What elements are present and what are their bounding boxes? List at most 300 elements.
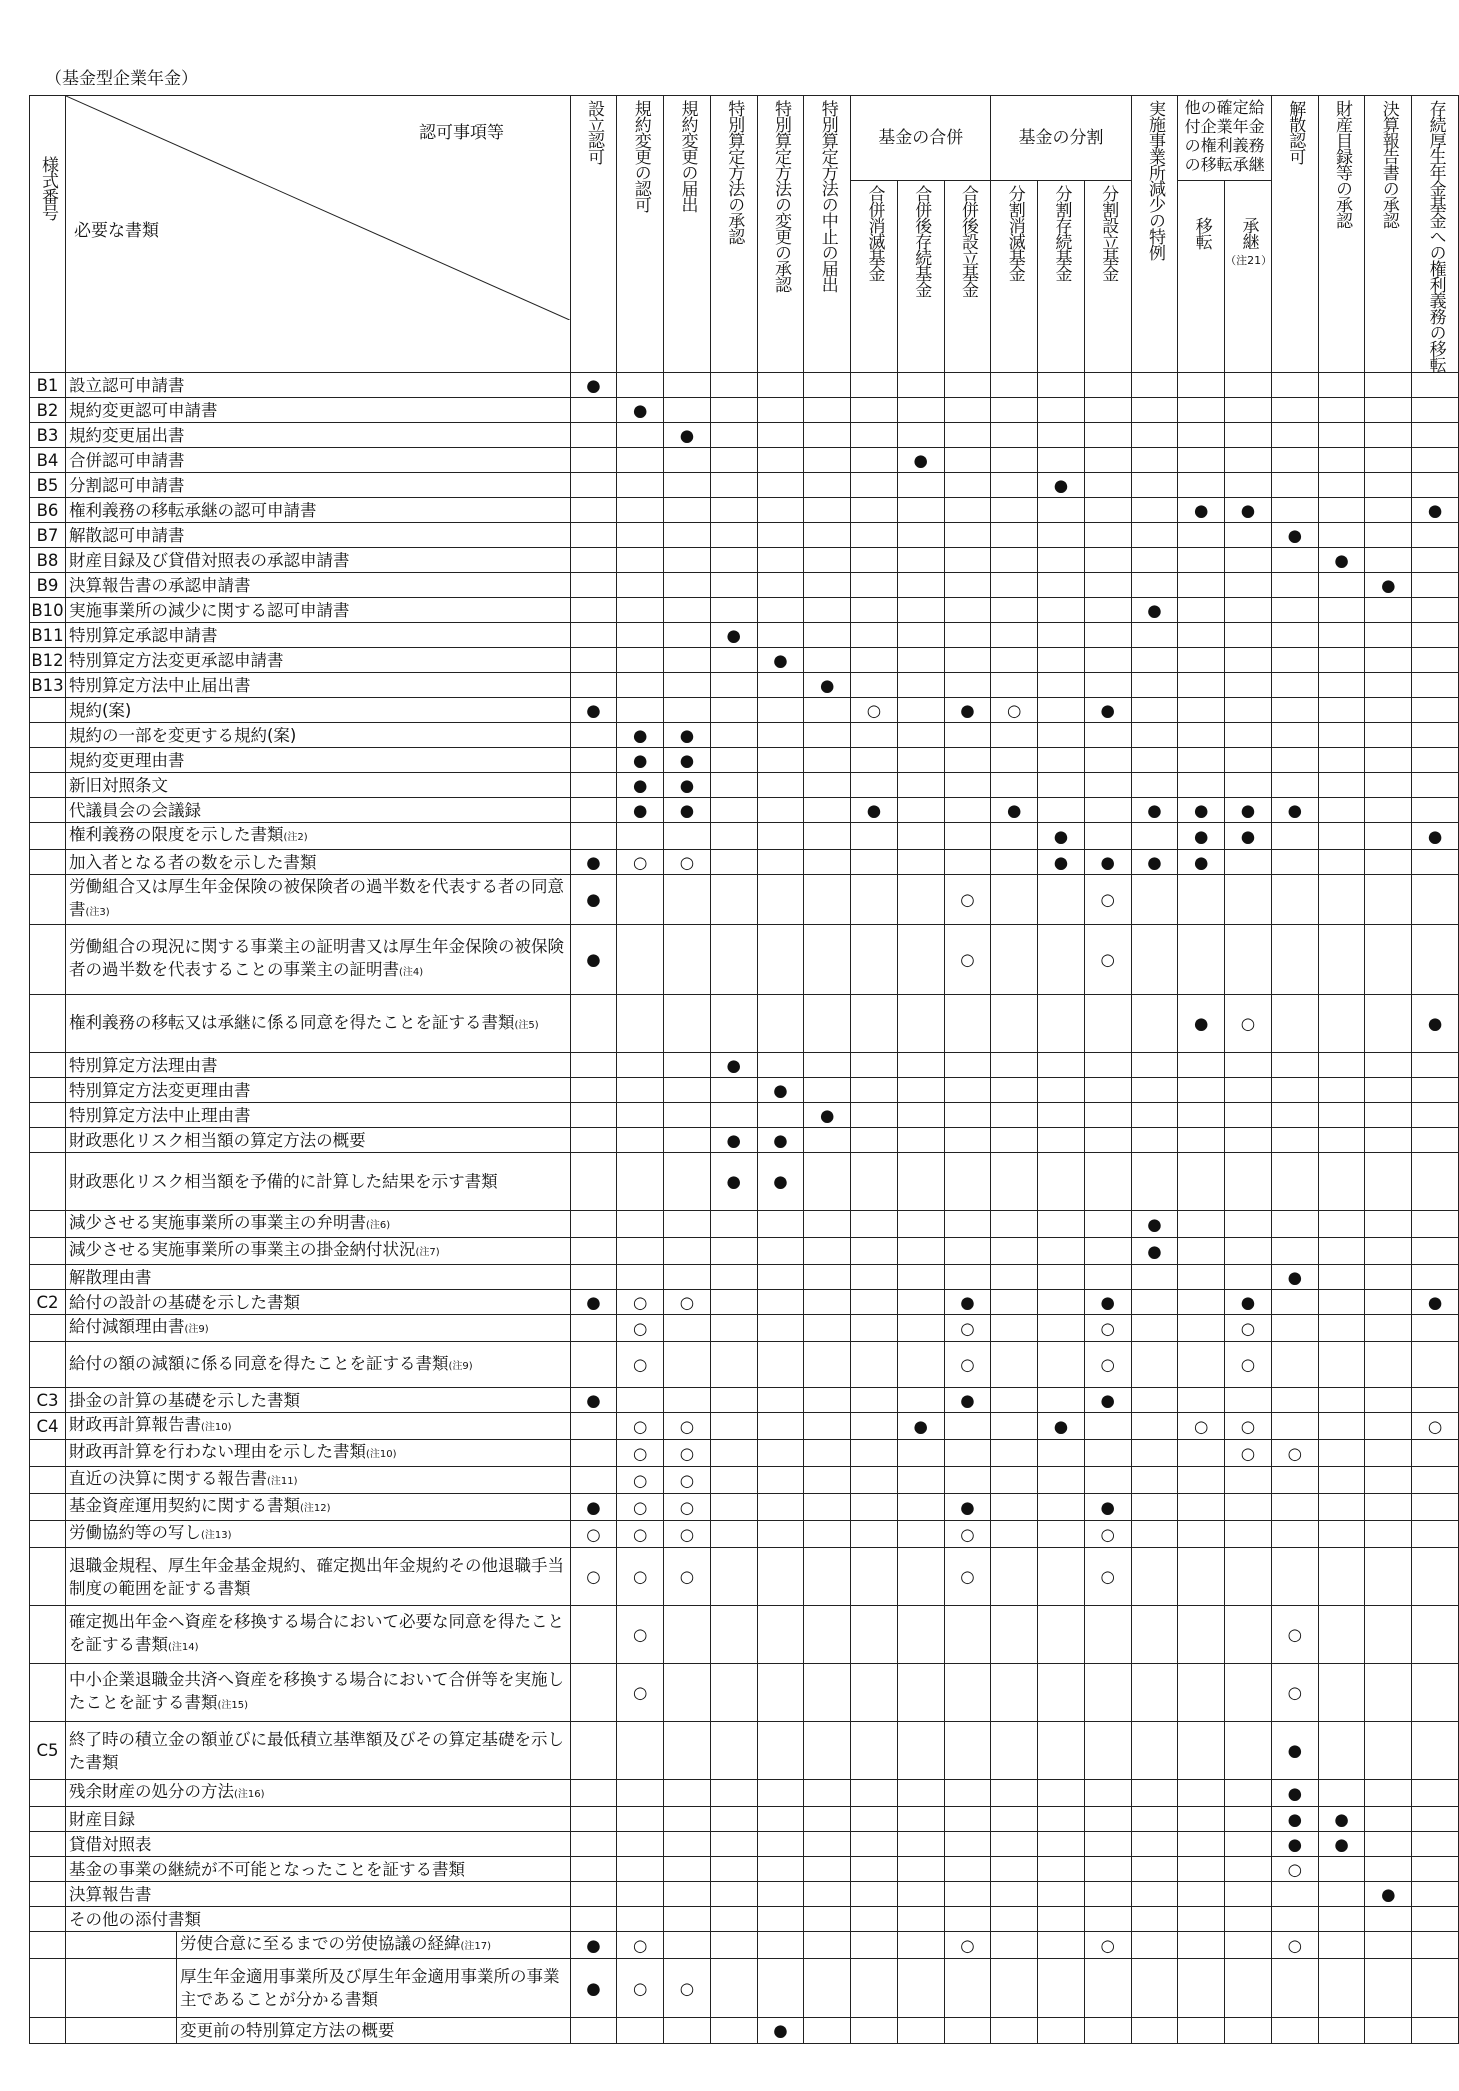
table-row	[30, 448, 1459, 473]
empty-cell	[1412, 648, 1459, 673]
required-mark: ●	[944, 1290, 991, 1315]
empty-cell	[570, 1857, 617, 1882]
empty-cell	[757, 1857, 804, 1882]
document-name-text: 規約変更認可申請書	[68, 400, 218, 420]
empty-cell	[1365, 1153, 1412, 1211]
table-row	[30, 698, 1459, 723]
empty-cell	[570, 1265, 617, 1290]
empty-cell	[757, 598, 804, 623]
empty-cell	[1084, 2018, 1131, 2044]
empty-cell	[804, 398, 851, 423]
empty-cell	[1225, 1907, 1272, 1932]
form-code	[30, 1882, 66, 1907]
empty-cell	[1412, 1440, 1459, 1467]
empty-cell	[1178, 1494, 1225, 1521]
empty-cell	[1412, 548, 1459, 573]
conditional-mark: ○	[1178, 1413, 1225, 1440]
form-code	[30, 1664, 66, 1722]
empty-cell	[991, 2018, 1038, 2044]
corner-bottom-label: 必要な書類	[73, 221, 159, 241]
document-name	[65, 423, 570, 448]
empty-cell	[1178, 1342, 1225, 1388]
empty-cell	[1038, 598, 1085, 623]
document-name	[65, 523, 570, 548]
form-code: B10	[30, 598, 66, 623]
conditional-mark: ○	[851, 698, 898, 723]
empty-cell	[1412, 373, 1459, 398]
document-name	[65, 748, 570, 773]
column-header-11	[1038, 180, 1085, 372]
empty-cell	[1271, 423, 1318, 448]
empty-cell	[1038, 995, 1085, 1053]
column-header-2	[617, 96, 664, 373]
column-label: 合併後設立基金	[957, 184, 978, 297]
column-note: （注21）	[1225, 253, 1273, 267]
empty-cell	[1084, 1832, 1131, 1857]
empty-cell	[991, 850, 1038, 875]
empty-cell	[1365, 1342, 1412, 1388]
empty-cell	[804, 1265, 851, 1290]
empty-cell	[1084, 995, 1131, 1053]
empty-cell	[804, 1290, 851, 1315]
empty-cell	[757, 1290, 804, 1315]
empty-cell	[1131, 648, 1178, 673]
column-header-10	[991, 180, 1038, 372]
empty-cell	[804, 573, 851, 598]
empty-cell	[897, 1807, 944, 1832]
empty-cell	[757, 623, 804, 648]
empty-cell	[1084, 1722, 1131, 1780]
empty-cell	[757, 1467, 804, 1494]
empty-cell	[757, 523, 804, 548]
empty-cell	[991, 995, 1038, 1053]
empty-cell	[897, 523, 944, 548]
empty-cell	[664, 1211, 711, 1238]
empty-cell	[1225, 1548, 1272, 1606]
empty-cell	[664, 995, 711, 1053]
conditional-mark: ○	[617, 1315, 664, 1342]
empty-cell	[710, 1857, 757, 1882]
document-name	[65, 1882, 570, 1907]
empty-cell	[991, 1664, 1038, 1722]
empty-cell	[710, 473, 757, 498]
empty-cell	[1131, 723, 1178, 748]
empty-cell	[1038, 2018, 1085, 2044]
table-row	[30, 373, 1459, 398]
empty-cell	[944, 1153, 991, 1211]
empty-cell	[804, 1807, 851, 1832]
document-name-text: 労働協約等の写し	[68, 1523, 201, 1542]
empty-cell	[1318, 748, 1365, 773]
document-name	[65, 598, 570, 623]
empty-cell	[991, 1780, 1038, 1807]
empty-cell	[617, 573, 664, 598]
form-code: B11	[30, 623, 66, 648]
note-ref: (注14)	[167, 1642, 199, 1653]
empty-cell	[1412, 1078, 1459, 1103]
empty-cell	[851, 1467, 898, 1494]
empty-cell	[851, 1857, 898, 1882]
empty-cell	[710, 1882, 757, 1907]
empty-cell	[851, 1521, 898, 1548]
empty-cell	[1178, 1882, 1225, 1907]
empty-cell	[1271, 1128, 1318, 1153]
empty-cell	[710, 1932, 757, 1959]
empty-cell	[897, 1290, 944, 1315]
empty-cell	[1365, 498, 1412, 523]
empty-cell	[944, 1128, 991, 1153]
empty-cell	[944, 1780, 991, 1807]
empty-cell	[991, 1606, 1038, 1664]
column-label: 規約変更の届出	[677, 100, 698, 212]
empty-cell	[1271, 698, 1318, 723]
empty-cell	[664, 1128, 711, 1153]
empty-cell	[944, 1857, 991, 1882]
empty-cell	[991, 1722, 1038, 1780]
empty-cell	[1131, 1494, 1178, 1521]
empty-cell	[1271, 875, 1318, 925]
empty-cell	[1178, 1521, 1225, 1548]
empty-cell	[1365, 1290, 1412, 1315]
empty-cell	[1038, 1664, 1085, 1722]
empty-cell	[1318, 448, 1365, 473]
document-name	[65, 648, 570, 673]
empty-cell	[617, 523, 664, 548]
form-code	[30, 748, 66, 773]
form-code	[30, 1265, 66, 1290]
empty-cell	[804, 698, 851, 723]
empty-cell	[1084, 598, 1131, 623]
document-name-text: 決算報告書の承認申請書	[68, 575, 251, 595]
empty-cell	[757, 1413, 804, 1440]
empty-cell	[757, 1053, 804, 1078]
empty-cell	[1365, 1832, 1412, 1857]
empty-cell	[1365, 648, 1412, 673]
document-name	[65, 623, 570, 648]
empty-cell	[991, 1857, 1038, 1882]
conditional-mark: ○	[617, 1413, 664, 1440]
empty-cell	[757, 773, 804, 798]
empty-cell	[1225, 1494, 1272, 1521]
empty-cell	[1225, 648, 1272, 673]
empty-cell	[1412, 1053, 1459, 1078]
empty-cell	[897, 1494, 944, 1521]
empty-cell	[1365, 1664, 1412, 1722]
empty-cell	[1038, 1548, 1085, 1606]
empty-cell	[1038, 673, 1085, 698]
table-row	[30, 1780, 1459, 1807]
empty-cell	[804, 798, 851, 823]
column-label: 分割設立基金	[1098, 184, 1119, 281]
table-row	[30, 1882, 1459, 1907]
document-name-text: 規約の一部を変更する規約(案)	[68, 725, 297, 745]
empty-cell	[664, 398, 711, 423]
empty-cell	[1225, 723, 1272, 748]
empty-cell	[710, 1521, 757, 1548]
conditional-mark: ○	[944, 1342, 991, 1388]
empty-cell	[570, 1342, 617, 1388]
column-header-1	[570, 96, 617, 373]
empty-cell	[851, 1494, 898, 1521]
empty-cell	[851, 1932, 898, 1959]
required-mark: ●	[617, 398, 664, 423]
empty-cell	[710, 1211, 757, 1238]
empty-cell	[1412, 748, 1459, 773]
empty-cell	[1038, 1780, 1085, 1807]
empty-cell	[1318, 623, 1365, 648]
document-name	[65, 1857, 570, 1882]
document-name	[65, 398, 570, 423]
empty-cell	[1271, 773, 1318, 798]
empty-cell	[710, 523, 757, 548]
conditional-mark: ○	[617, 1521, 664, 1548]
empty-cell	[804, 1780, 851, 1807]
empty-cell	[1412, 1265, 1459, 1290]
empty-cell	[1318, 598, 1365, 623]
empty-cell	[757, 548, 804, 573]
empty-cell	[1412, 850, 1459, 875]
conditional-mark: ○	[1271, 1932, 1318, 1959]
empty-cell	[897, 1722, 944, 1780]
empty-cell	[1412, 1959, 1459, 2018]
document-name-text: 給付の額の減額に係る同意を得たことを証する書類	[68, 1353, 449, 1373]
document-name-text: 確定拠出年金へ資産を移換する場合において必要な同意を得たことを証する書類	[68, 1612, 564, 1654]
empty-cell	[1131, 773, 1178, 798]
required-mark: ●	[1084, 1290, 1131, 1315]
empty-cell	[1271, 1053, 1318, 1078]
empty-cell	[570, 723, 617, 748]
required-mark: ●	[1271, 523, 1318, 548]
empty-cell	[1365, 1780, 1412, 1807]
empty-cell	[944, 498, 991, 523]
empty-cell	[1318, 1494, 1365, 1521]
empty-cell	[1131, 748, 1178, 773]
empty-cell	[1412, 1388, 1459, 1413]
empty-cell	[1178, 1315, 1225, 1342]
document-name-text: 財政悪化リスク相当額を予備的に計算した結果を示す書類	[68, 1172, 498, 1191]
empty-cell	[991, 1153, 1038, 1211]
form-code	[30, 1128, 66, 1153]
empty-cell	[1084, 573, 1131, 598]
form-code	[30, 1780, 66, 1807]
empty-cell	[1038, 1606, 1085, 1664]
empty-cell	[804, 1078, 851, 1103]
empty-cell	[710, 548, 757, 573]
empty-cell	[1365, 523, 1412, 548]
empty-cell	[1084, 1128, 1131, 1153]
empty-cell	[1084, 748, 1131, 773]
conditional-mark: ○	[664, 1290, 711, 1315]
empty-cell	[1318, 673, 1365, 698]
empty-cell	[897, 748, 944, 773]
form-code: C4	[30, 1413, 66, 1440]
empty-cell	[1412, 1548, 1459, 1606]
note-ref: (注2)	[283, 832, 308, 843]
required-mark: ●	[1318, 1807, 1365, 1832]
diagonal-corner-cell	[65, 96, 570, 373]
sub-document-wrap	[69, 2018, 567, 2043]
empty-cell	[710, 925, 757, 995]
empty-cell	[757, 1440, 804, 1467]
empty-cell	[1131, 1265, 1178, 1290]
document-name-text: 特別算定方法理由書	[68, 1055, 218, 1075]
document-name	[65, 1388, 570, 1413]
empty-cell	[991, 1238, 1038, 1265]
empty-cell	[1318, 1440, 1365, 1467]
empty-cell	[991, 1315, 1038, 1342]
document-name-text: 財政悪化リスク相当額の算定方法の概要	[68, 1130, 366, 1150]
empty-cell	[1365, 1413, 1412, 1440]
document-name-text: 退職金規程、厚生年金基金規約、確定拠出年金規約その他退職手当制度の範囲を証する書類	[68, 1555, 564, 1598]
empty-cell	[617, 623, 664, 648]
required-mark: ●	[570, 875, 617, 925]
empty-cell	[1131, 423, 1178, 448]
document-name-text: 終了時の積立金の額並びに最低積立基準額及びその算定基礎を示した書類	[68, 1729, 564, 1772]
empty-cell	[1131, 1128, 1178, 1153]
form-caption: （基金型企業年金）	[45, 69, 198, 89]
document-name-text: 規約変更届出書	[68, 425, 185, 445]
empty-cell	[851, 523, 898, 548]
empty-cell	[1225, 548, 1272, 573]
conditional-mark: ○	[1225, 1440, 1272, 1467]
empty-cell	[1412, 1128, 1459, 1153]
empty-cell	[991, 1388, 1038, 1413]
empty-cell	[851, 723, 898, 748]
empty-cell	[1365, 1078, 1412, 1103]
empty-cell	[944, 673, 991, 698]
empty-cell	[851, 1413, 898, 1440]
required-mark: ●	[897, 1413, 944, 1440]
empty-cell	[1271, 1315, 1318, 1342]
empty-cell	[710, 648, 757, 673]
empty-cell	[897, 373, 944, 398]
empty-cell	[1365, 798, 1412, 823]
empty-cell	[1271, 1413, 1318, 1440]
required-mark: ●	[570, 850, 617, 875]
empty-cell	[1038, 773, 1085, 798]
form-code	[30, 698, 66, 723]
sub-document-text	[177, 1965, 567, 2011]
empty-cell	[804, 523, 851, 548]
empty-cell	[897, 2018, 944, 2044]
conditional-mark: ○	[1084, 925, 1131, 995]
column-header-17	[1318, 96, 1365, 373]
empty-cell	[991, 548, 1038, 573]
empty-cell	[897, 1857, 944, 1882]
empty-cell	[710, 398, 757, 423]
empty-cell	[1225, 423, 1272, 448]
note-ref: (注11)	[266, 1476, 298, 1487]
empty-cell	[851, 925, 898, 995]
empty-cell	[1365, 1053, 1412, 1078]
empty-cell	[1084, 1959, 1131, 2018]
document-name-text: 貸借対照表	[68, 1834, 152, 1854]
empty-cell	[1225, 1521, 1272, 1548]
empty-cell	[851, 1548, 898, 1606]
required-mark: ●	[757, 1153, 804, 1211]
empty-cell	[1084, 373, 1131, 398]
empty-cell	[804, 1722, 851, 1780]
empty-cell	[664, 1722, 711, 1780]
empty-cell	[1084, 1238, 1131, 1265]
empty-cell	[804, 723, 851, 748]
form-code: B1	[30, 373, 66, 398]
empty-cell	[851, 1103, 898, 1128]
corner-top-label: 認可事項等	[418, 123, 504, 143]
empty-cell	[757, 1606, 804, 1664]
required-mark: ●	[1084, 698, 1131, 723]
empty-cell	[710, 995, 757, 1053]
empty-cell	[1365, 723, 1412, 748]
empty-cell	[851, 1078, 898, 1103]
empty-cell	[1038, 1053, 1085, 1078]
empty-cell	[897, 1078, 944, 1103]
empty-cell	[1225, 573, 1272, 598]
empty-cell	[897, 473, 944, 498]
empty-cell	[897, 723, 944, 748]
empty-cell	[1131, 523, 1178, 548]
document-name	[65, 1807, 570, 1832]
empty-cell	[1225, 1780, 1272, 1807]
empty-cell	[1271, 850, 1318, 875]
empty-cell	[617, 1211, 664, 1238]
empty-cell	[664, 1315, 711, 1342]
empty-cell	[1084, 773, 1131, 798]
empty-cell	[617, 648, 664, 673]
empty-cell	[851, 648, 898, 673]
empty-cell	[1318, 823, 1365, 850]
empty-cell	[851, 773, 898, 798]
document-name	[65, 1413, 570, 1440]
empty-cell	[1038, 423, 1085, 448]
empty-cell	[991, 523, 1038, 548]
required-mark: ●	[710, 623, 757, 648]
empty-cell	[1038, 548, 1085, 573]
empty-cell	[710, 875, 757, 925]
empty-cell	[710, 448, 757, 473]
column-label: 合併後存続基金	[911, 184, 932, 297]
sub-document-label: 変更前の特別算定方法の概要	[179, 2021, 395, 2040]
empty-cell	[1271, 1388, 1318, 1413]
empty-cell	[570, 1103, 617, 1128]
sub-document-label: 厚生年金適用事業所及び厚生年金適用事業所の事業主であることが分かる書類	[179, 1967, 560, 2009]
empty-cell	[1318, 1211, 1365, 1238]
column-label: 特別算定方法の承認	[724, 100, 745, 244]
empty-cell	[1178, 1807, 1225, 1832]
required-mark: ●	[1178, 850, 1225, 875]
empty-cell	[1412, 1467, 1459, 1494]
empty-cell	[1271, 498, 1318, 523]
empty-cell	[804, 1315, 851, 1342]
empty-cell	[1038, 1211, 1085, 1238]
required-mark: ●	[897, 448, 944, 473]
empty-cell	[897, 1832, 944, 1857]
empty-cell	[851, 623, 898, 648]
empty-cell	[1225, 448, 1272, 473]
empty-cell	[944, 1882, 991, 1907]
empty-cell	[851, 1211, 898, 1238]
form-code: C5	[30, 1722, 66, 1780]
empty-cell	[1131, 623, 1178, 648]
empty-cell	[664, 1388, 711, 1413]
table-row	[30, 498, 1459, 523]
empty-cell	[1131, 1606, 1178, 1664]
empty-cell	[1038, 925, 1085, 995]
empty-cell	[1365, 925, 1412, 995]
table-row	[30, 1413, 1459, 1440]
empty-cell	[1318, 1664, 1365, 1722]
empty-cell	[1084, 1606, 1131, 1664]
